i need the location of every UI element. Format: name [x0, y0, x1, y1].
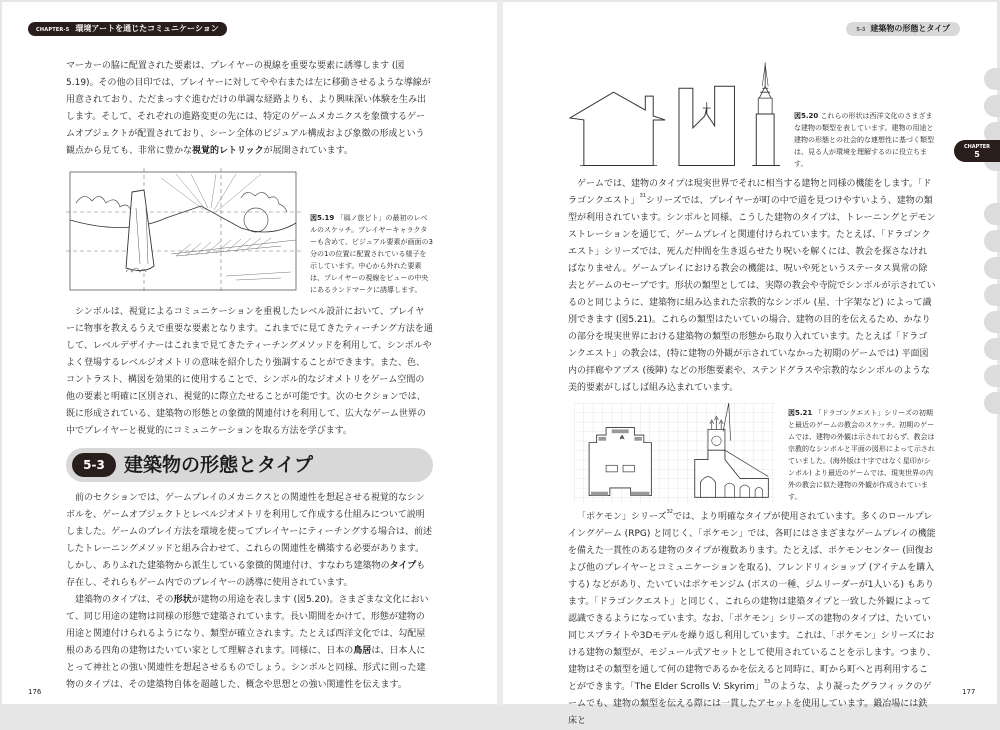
section-heading	[66, 448, 433, 482]
caption-text: 「風ノ旅ビト」の最初のレベルのスケッチ。プレイヤーキャラクターも含めて、ビジュアル要素が画面の3分の1の位置に配置されている様子を示しています。中心から外れた要素は、プレイヤーの視線をビューの中央にあるランドマークに誘導します。	[310, 214, 433, 294]
text: シリーズでは、プレイヤーが町の中で道を見つけやすいよう、建物の類型が利用されています。シンボルと同様、こうした建物のタイプは、トレーニングとデモンストレーションを通じて、ゲームプレイと関連付けられています。たとえば、「ドラゴンクエスト」シリーズでは、死んだ仲間を生き返らせたり呪いを解くには、教会を探さなければなりません。ゲームプレイにおける教会の機能は、呪いや死というステータス異常の除去とゲームのセーブです。形状の類型としては、実際の教会や寺院でシンボルが示されているのと同じように、建築物に組み込まれた宗教的なシンボル (星、十字架など) によって識別できます (図5.21)。これらの類型はたいていの場合、建物の目的を伝えるため、かなりの部分を現実世界における建築物の類型の形態から取り入れています。たとえば「ドラゴンクエスト」の教会は、(特に建物の外観が示されていなかった初期のゲームでは) 平面図内の拝廊やアプス (後陣) などの形態要素や、ステンドグラスや宗教的なシンボルのような美的要素がしばしば組み込まれています。	[568, 196, 936, 393]
chapter-tab[interactable]	[984, 68, 1000, 90]
section-number-badge: 5-3	[72, 453, 116, 477]
text: も存在し、それらもゲーム内でのプレイヤーの誘導に使用されています。	[66, 561, 426, 588]
text: が展開されています。	[263, 146, 353, 156]
bold-term: 視覚的レトリック	[192, 146, 264, 156]
chapter-tab-number: 5	[974, 150, 980, 159]
chapter-tabs	[984, 68, 1000, 419]
footnote-ref: 32	[666, 509, 673, 515]
caption-label: 図5.21	[788, 409, 813, 417]
chapter-tab[interactable]	[984, 338, 1000, 360]
bold-term: 形状	[173, 595, 192, 605]
figure-5-19-sketch	[66, 168, 302, 296]
text: が建物の用途を表します (図5.20)。さまざまな文化において、同じ用途の建物は同様の形態で建築されています。長い期間をかけて、形態が建物の用途と関連付けられるようになり、類型が確立されます。たとえば西洋文化では、勾配屋根のある四角の建物はたいてい家として理解されます。同様に、日本の	[66, 595, 429, 656]
chapter-tab[interactable]	[984, 230, 1000, 252]
chapter-tab[interactable]	[984, 365, 1000, 387]
bold-term: 鳥居	[353, 646, 372, 656]
left-paragraph-2	[66, 304, 433, 440]
caption-text: これらの形状は西洋文化のさまざまな建物の類型を表しています。建物の用途と建物の形態との社会的な連想性に基づく類型は、見る人が環境を理解するのに役立ちます。	[794, 112, 934, 168]
left-paragraph-1	[66, 58, 433, 160]
current-chapter-tab[interactable]	[954, 140, 1000, 162]
section-label: 5-3	[856, 27, 866, 33]
page-number-right: 177	[962, 688, 976, 696]
figure-5-20-caption	[794, 110, 936, 170]
section-title: 建築物の形態とタイプ	[124, 454, 314, 476]
text: 建築物のタイプは、その	[75, 595, 174, 605]
footnote-ref: 33	[763, 679, 771, 685]
text: ゲームでは、建物のタイプは現実世界でそれに相当する建物と同様の機能をします。「ドラゴンクエスト」	[568, 179, 932, 206]
left-column	[66, 58, 433, 694]
right-paragraph-2	[568, 509, 936, 730]
figure-5-20	[568, 58, 936, 170]
text: のような、より凝ったグラフィックのゲームでも、建物の類型を伝える際には一貫したアセットを使用しています。鍛冶場には鉄床と	[568, 682, 932, 726]
bold-term: タイプ	[389, 561, 417, 571]
figure-5-19-caption	[310, 212, 433, 296]
figure-5-21-church-sketches	[568, 403, 780, 503]
chapter-tab[interactable]	[984, 311, 1000, 333]
text: シンボルは、視覚によるコミュニケーションを重視したレベル設計において、プレイヤーに物事を教えるうえで重要な要素となります。これまでに見てきたティーチング方法を通して、レベルデザイナーはこれまで見てきたティーチングメソッドを利用して、シンボルやよく登場するレベルジオメトリの意味を紹介したり強調することができます。また、色、コントラスト、構図を効果的に使用することで、シンボル的なジオメトリをゲーム空間の他の要素と明確に区別され、視覚的に際立たせることが可能です。次のセクションでは、既に形成されている、建築物の形態との象徴的関連付けを利用して、広大なゲーム世界の中でプレイヤーと視覚的にコミュニケーションを取る方法を学びます。	[66, 307, 433, 436]
text: は、日本人にとって神社との強い関連性を想起させるものでしょう。シンボルと同様、形式に則った建物のタイプは、その建築物自体を超越した、概念や思想との強い関連性を伝えます。	[66, 646, 426, 690]
running-header-chapter	[28, 22, 227, 36]
caption-label: 図5.19	[310, 214, 335, 222]
section-title: 建築物の形態とタイプ	[870, 24, 950, 33]
page-number-left: 176	[28, 688, 42, 696]
caption-label: 図5.20	[794, 112, 819, 120]
chapter-tab-label: CHAPTER	[963, 144, 991, 150]
chapter-tab[interactable]	[984, 392, 1000, 414]
figure-5-21-caption	[788, 407, 936, 503]
text: マーカーの脇に配置された要素は、プレイヤーの視線を重要な要素に誘導します (図5.19)。その他の目印では、プレイヤーに対してやや右または左に移動させるような導線が用意されており、ただまっすぐ進むだけの単調な経路よりも、より興味深い体験を生み出します。そして、それぞれの進路変更の先には、特定のゲームメカニクスを象徴するゲームオブジェクトが配置されており、シーン全体のビジュアル構成および象徴の形成という観点から見ても、非常に豊かな	[66, 61, 431, 156]
text: では、より明確なタイプが使用されています。多くのロールプレイングゲーム (RPG) と同じく、「ポケモン」では、各町にはさまざまなゲームプレイの機能を備えた一貫性のある建物のタイプが複数あります。たとえば、ポケモンセンター (回復および他のプレイヤーとコミュニケーションを取る)、フレンドリィショップ (アイテムを購入する) などがあり、たいていはポケモンジム (ボスの一種、ジムリーダーが1人いる) もあります。「ドラゴンクエスト」と同じく、これらの建物は建築タイプと一致した外観によって認識できるようになっています。なお、「ポケモン」シリーズの建物のタイプは、たいてい同じスプライトや3Dモデルを繰り返し利用しています。これは、「ポケモン」シリーズにおける建物の類型が、モジュール式アセットとして使用されていることを示します。つまり、建物はその類型を通して何の建物であるかを伝えると同時に、町から町へと再利用することができます。「The Elder Scrolls V: Skyrim」	[568, 512, 936, 692]
figure-5-19	[66, 168, 433, 296]
chapter-tab[interactable]	[984, 203, 1000, 225]
footnote-ref: 31	[639, 193, 647, 199]
chapter-title: 環境アートを通じたコミュニケーション	[75, 24, 219, 33]
left-paragraph-3	[66, 490, 433, 592]
running-header-section	[846, 22, 960, 36]
figure-5-20-building-shapes	[568, 58, 786, 170]
left-paragraph-4	[66, 592, 433, 694]
chapter-label: CHAPTER-5	[36, 27, 70, 33]
right-column	[568, 58, 936, 730]
figure-5-21	[568, 403, 936, 503]
caption-text: 「ドラゴンクエスト」シリーズの初期と最近のゲームの教会のスケッチ。初期のゲームでは、建物の外観は示されておらず、教会は宗教的なシンボルと平面の図形によって示されていました。(海外版は十字ではなく星印がシンボル) より最近のゲームでは、現実世界の内外の教会に似た建物の外観が作成されています。	[788, 409, 935, 501]
chapter-tab[interactable]	[984, 284, 1000, 306]
right-paragraph-1	[568, 176, 936, 397]
chapter-tab[interactable]	[984, 95, 1000, 117]
text: 「ポケモン」シリーズ	[577, 512, 667, 522]
chapter-tab[interactable]	[984, 257, 1000, 279]
text: 前のセクションでは、ゲームプレイのメカニクスとの関連性を想起させる視覚的なシンボルを、ゲームオブジェクトとレベルジオメトリを利用して作成する仕組みについて説明しました。ゲームのプレイ方法を環境を使ってプレイヤーにティーチングする場合は、前述したトレーニングメソッドと組み合わせて、これらの関連性を構築する必要があります。しかし、ありふれた建築物から派生している象徴的関連付け、すなわち建築物の	[66, 493, 433, 571]
